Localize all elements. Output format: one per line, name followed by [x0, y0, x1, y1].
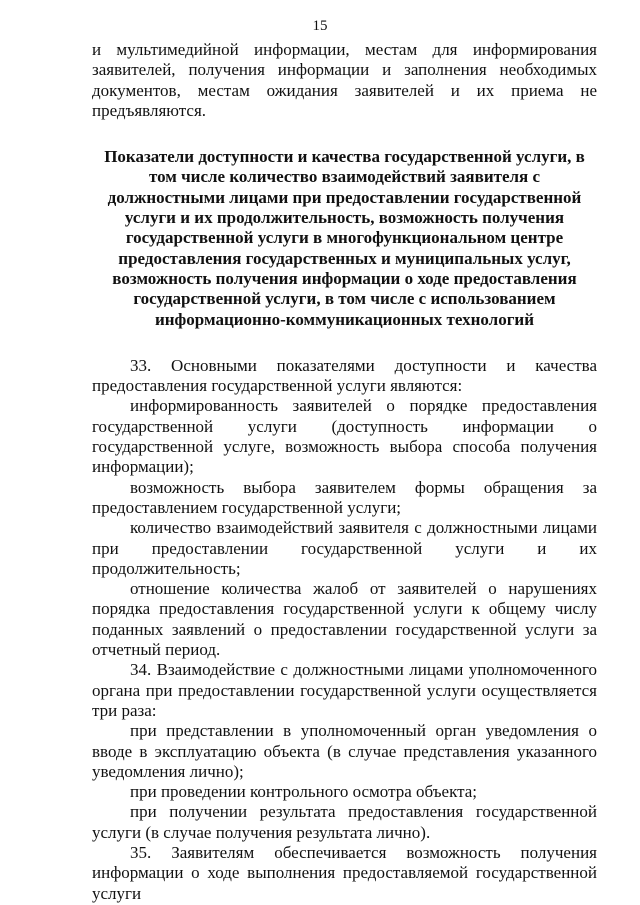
paragraph-33-item-2: возможность выбора заявителем формы обращения за предоставлением государственной услуги; — [92, 477, 597, 517]
paragraph-33-item-3: количество взаимодействий заявителя с должностными лицами при предоставлении государственной услуги и их продолжительность; — [92, 518, 597, 578]
paragraph-33-item-1: информированность заявителей о порядке предоставления государственной услуги (доступность информации о государственной услуге, возможность выбора способа получения информации); — [92, 396, 597, 477]
paragraph-34-item-2: при проведении контрольного осмотра объекта; — [130, 782, 478, 802]
section-heading: Показатели доступности и качества государственной услуги, в том числе количество взаимодействий заявителя с должностными лицами при предоставлении государственной услуги и их продолжительность, возможность получения государственной услуги в многофункциональном центре предоставления государственных и муниципальных услуг, возможность получения информации о ходе предоставления государственной услуги, в том числе с использованием информационно-коммуникационных технологий — [104, 147, 585, 329]
paragraph-33: 33. Основными показателями доступности и качества предоставления государственной услуги являются: — [92, 355, 597, 396]
paragraph-33-item-4: отношение количества жалоб от заявителей о нарушениях порядка предоставления государственной услуги к общему числу поданных заявлений о предоставлении государственной услуги за отчетный период. — [92, 579, 597, 660]
document-body — [92, 40, 597, 904]
paragraph-34-item-3: при получении результата предоставления государственной услуги (в случае получения результата лично). — [92, 802, 597, 842]
intro-paragraph: и мультимедийной информации, местам для информирования заявителей, получения информации и заполнения необходимых документов, местам ожидания заявителей и их приема не предъявляются. — [92, 40, 597, 120]
paragraph-34-item-1: при представлении в уполномоченный орган уведомления о вводе в эксплуатацию объекта (в случае представления указанного уведомления лично); — [92, 721, 597, 781]
paragraph-35: 35. Заявителям обеспечивается возможность получения информации о ходе выполнения предоставляемой государственной услуги — [92, 842, 597, 903]
page-number: 15 — [312, 18, 328, 34]
paragraph-34: 34. Взаимодействие с должностными лицами уполномоченного органа при предоставлении государственной услуги осуществляется три раза: — [92, 660, 597, 720]
